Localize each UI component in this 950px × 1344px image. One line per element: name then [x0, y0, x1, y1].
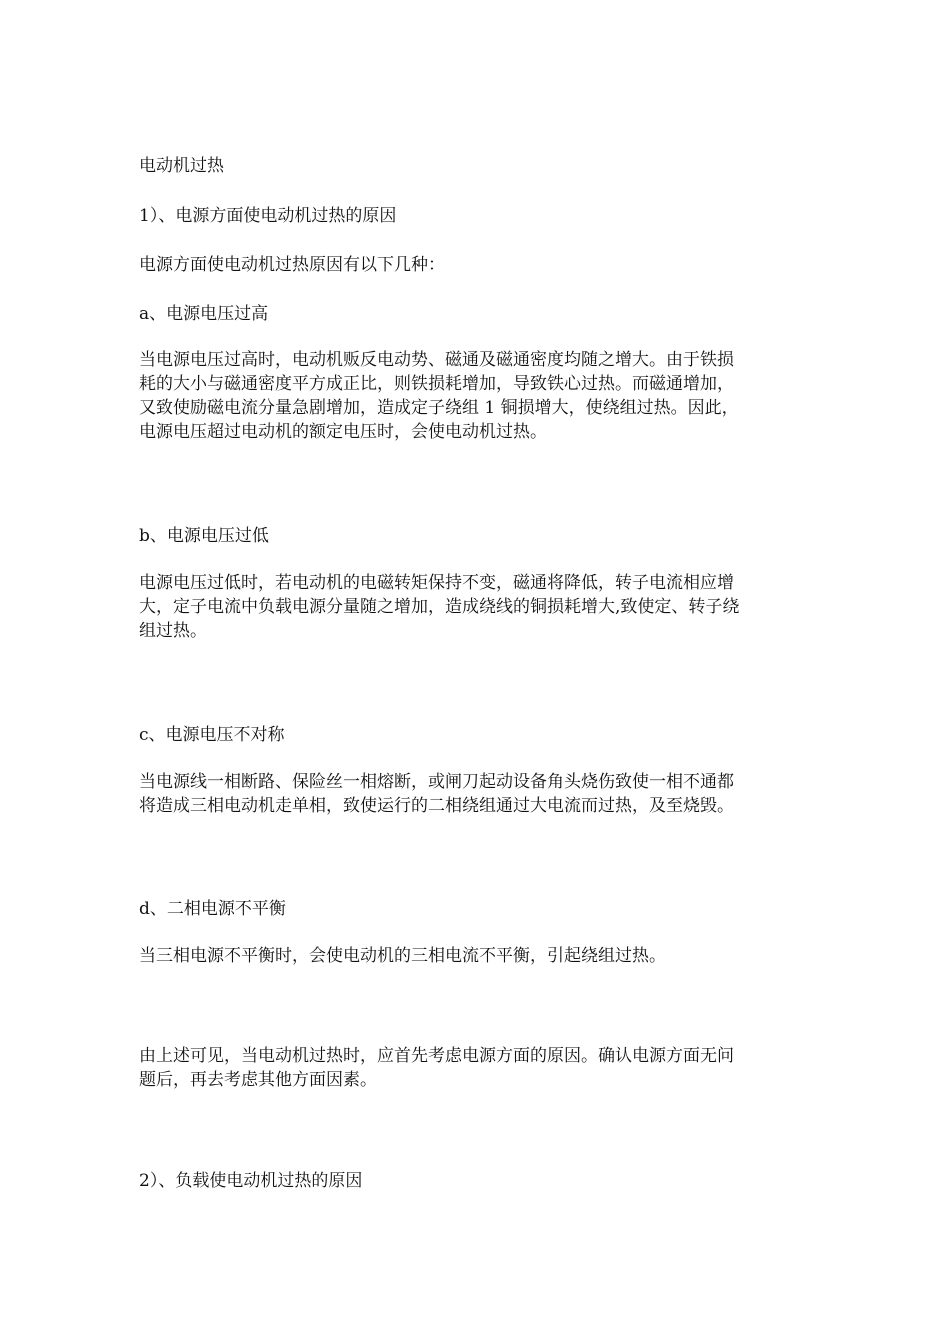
paragraph-line: 题后，再去考虑其他方面因素。	[139, 1070, 377, 1090]
conclusion-paragraph	[139, 1044, 819, 1092]
paragraph-line: 电源电压过低时，若电动机的电磁转矩保持不变，磁通将降低，转子电流相应增	[139, 573, 734, 593]
paragraph-line: 当电源线一相断路、保险丝一相熔断，或闸刀起动设备角头烧伤致使一相不通都	[139, 772, 734, 792]
item-a-paragraph	[139, 348, 819, 444]
paragraph-line: 由上述可见，当电动机过热时，应首先考虑电源方面的原因。确认电源方面无问	[139, 1046, 734, 1066]
document-title: 电动机过热	[139, 156, 224, 176]
intro-text: 电源方面使电动机过热原因有以下几种：	[139, 255, 445, 275]
section-2-heading: 2）、负载使电动机过热的原因	[139, 1171, 363, 1191]
paragraph-line: 当三相电源不平衡时，会使电动机的三相电流不平衡，引起绕组过热。	[139, 946, 666, 966]
item-b-paragraph	[139, 571, 819, 643]
item-c-heading: c、电源电压不对称	[139, 725, 285, 745]
paragraph-line: 当电源电压过高时，电动机贩反电动势、磁通及磁通密度均随之增大。由于铁损	[139, 350, 734, 370]
item-d-heading: d、二相电源不平衡	[139, 899, 286, 919]
paragraph-line: 将造成三相电动机走单相，致使运行的二相绕组通过大电流而过热，及至烧毁。	[139, 796, 734, 816]
paragraph-line: 大，定子电流中负载电源分量随之增加，造成绕线的铜损耗增大,致使定、转子绕	[139, 597, 740, 617]
paragraph-line: 耗的大小与磁通密度平方成正比，则铁损耗增加，导致铁心过热。而磁通增加，	[139, 374, 734, 394]
paragraph-line: 又致使励磁电流分量急剧增加，造成定子绕组 1 铜损增大，使绕组过热。因此，	[139, 398, 739, 418]
item-a-heading: a、电源电压过高	[139, 304, 269, 324]
item-b-heading: b、电源电压过低	[139, 526, 269, 546]
item-c-paragraph	[139, 770, 819, 818]
section-1-heading: 1）、电源方面使电动机过热的原因	[139, 206, 397, 226]
item-d-paragraph	[139, 944, 819, 968]
paragraph-line: 电源电压超过电动机的额定电压时，会使电动机过热。	[139, 422, 547, 442]
paragraph-line: 组过热。	[139, 621, 207, 641]
